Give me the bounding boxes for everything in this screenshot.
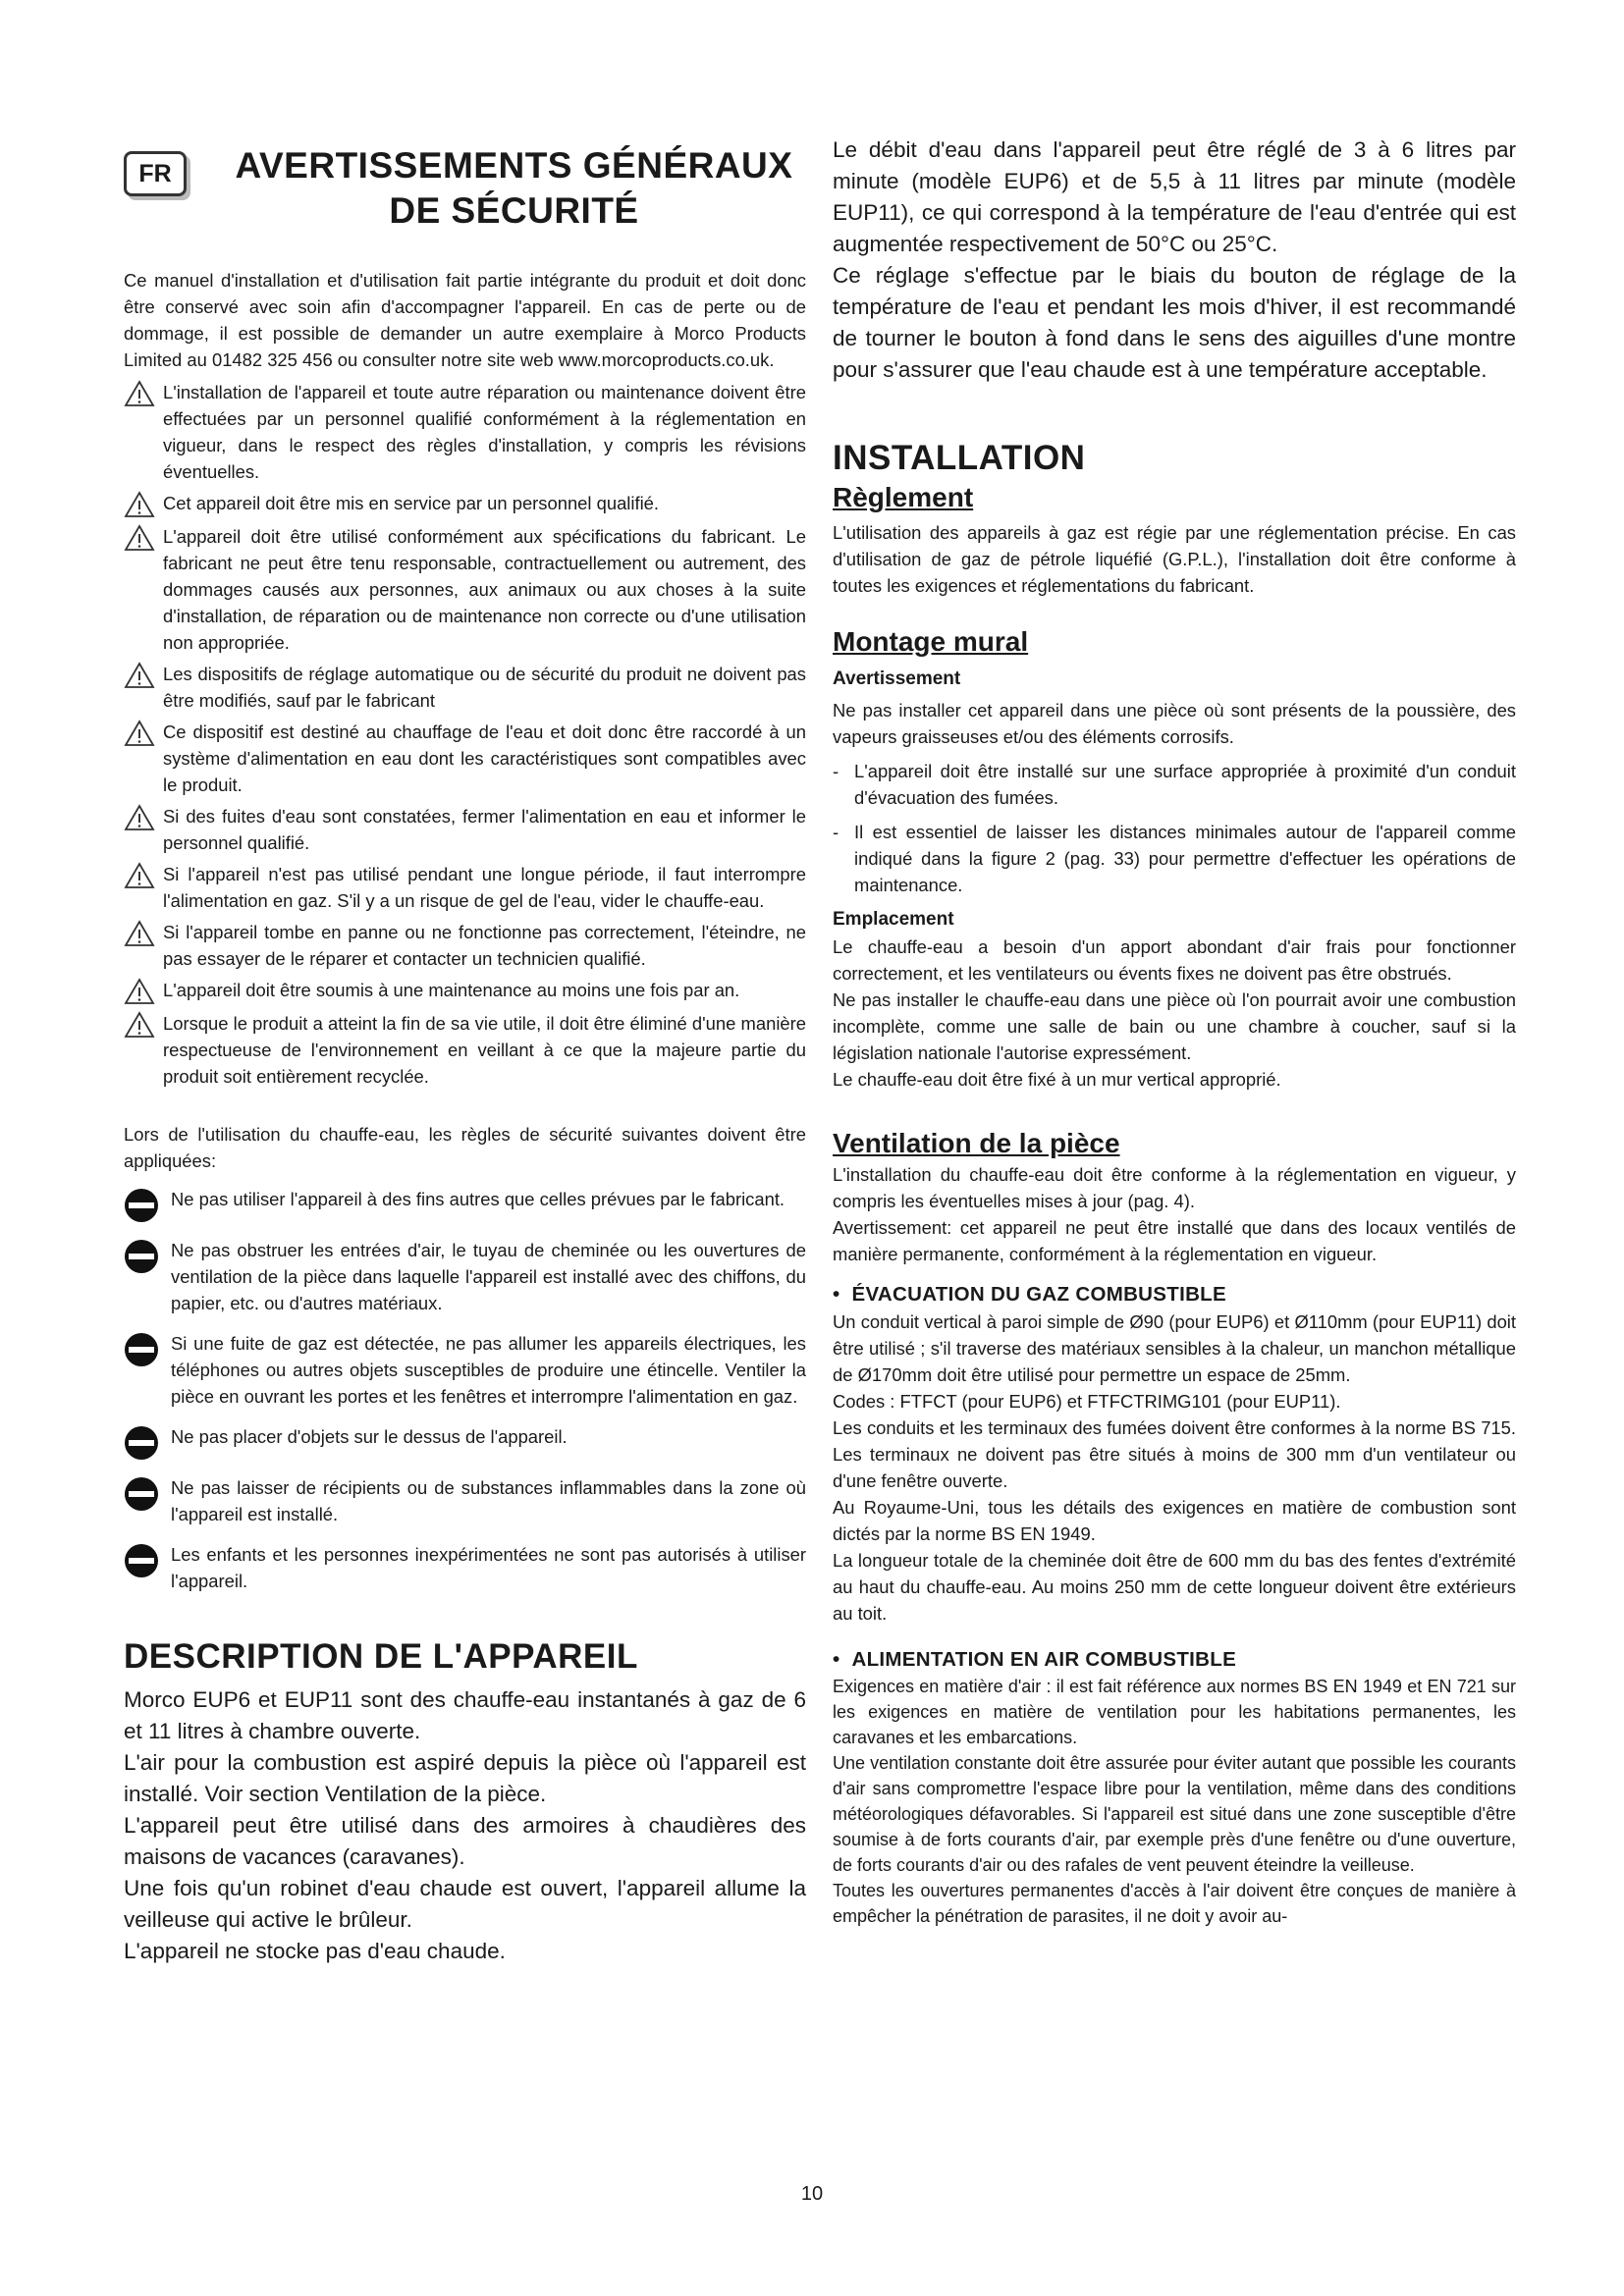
placement-paragraph: Ne pas installer le chauffe-eau dans une pièce où l'on pourrait avoir une combustion incomplète, comme une salle de bain ou une chambre à coucher, sauf si la législation nationale l'autorise expressément. [833, 989, 1516, 1063]
warning-text: Si l'appareil tombe en panne ou ne fonctionne pas correctement, l'éteindre, ne pas essayer de le réparer et contacter un technicien qualifié. [163, 922, 806, 969]
warning-item [124, 919, 806, 972]
prohibition-item [124, 1237, 806, 1316]
placement-paragraph: Le chauffe-eau a besoin d'un apport abondant d'air frais pour fonctionner correctement, et les ventilateurs ou évents fixes ne doivent pas être obstrués. [833, 936, 1516, 984]
warning-text: Lorsque le produit a atteint la fin de sa vie utile, il doit être éliminé d'une manière respectueuse de l'environnement en veillant à ce que la majeure partie du produit soit entièrement recyclée. [163, 1013, 806, 1087]
placement-heading: Emplacement [833, 909, 954, 930]
warning-triangle-icon [124, 1011, 155, 1039]
safety-title-block [124, 143, 806, 245]
montage-warning-heading: Avertissement [833, 668, 961, 689]
warning-triangle-icon [124, 720, 155, 747]
warning-text: Si des fuites d'eau sont constatées, fermer l'alimentation en eau et informer le personnel qualifié. [163, 806, 806, 853]
description-paragraph: Une fois qu'un robinet d'eau chaude est ouvert, l'appareil allume la veilleuse qui active le brûleur. [124, 1876, 806, 1932]
prohibition-item [124, 1330, 806, 1410]
warning-triangle-icon [124, 524, 155, 552]
description-paragraph: L'air pour la combustion est aspiré depuis la pièce où l'appareil est installé. Voir section Ventilation de la pièce. [124, 1750, 806, 1806]
warning-triangle-icon [124, 804, 155, 831]
warning-item [124, 379, 806, 485]
air-heading: • ALIMENTATION EN AIR COMBUSTIBLE [833, 1648, 1237, 1671]
air-paragraph: Exigences en matière d'air : il est fait référence aux normes BS EN 1949 et EN 721 sur les exigences en matière de ventilation pour les habitations permanentes, les caravanes et les embarcations. [833, 1677, 1516, 1747]
description-continued: Le débit d'eau dans l'appareil peut être réglé de 3 à 6 litres par minute (modèle EUP6) et de 5,5 à 11 litres par minute (modèle EUP11), ce qui correspond à la température de l'eau d'entrée qui est augmentée respectivement de 50°C ou 25°C. [833, 137, 1516, 256]
description-paragraph: L'appareil ne stocke pas d'eau chaude. [124, 1939, 506, 1963]
evacuation-paragraph: Les conduits et les terminaux des fumées doivent être conformes à la norme BS 715. Les terminaux ne doivent pas être situés à moins de 300 mm d'un ventilateur ou d'une fenêtre ouverte. [833, 1417, 1516, 1491]
ventilation-paragraph: L'installation du chauffe-eau doit être conforme à la réglementation en vigueur, y compris les éventuelles mises à jour (pag. 4). [833, 1164, 1516, 1211]
prohibition-item [124, 1186, 806, 1223]
prohibition-text: Les enfants et les personnes inexpérimentées ne sont pas autorisés à utiliser l'appareil. [171, 1544, 806, 1591]
safety-title-line-1: AVERTISSEMENTS GÉNÉRAUX [235, 145, 793, 186]
warning-item [124, 1010, 806, 1090]
ventilation-heading: Ventilation de la pièce [833, 1128, 1120, 1158]
right-column [833, 134, 1516, 1929]
warning-text: L'appareil doit être soumis à une maintenance au moins une fois par an. [163, 980, 740, 1000]
warning-text: L'installation de l'appareil et toute autre réparation ou maintenance doivent être effectuées par un personnel qualifié conformément à la réglementation en vigueur, dans le respect des règles d'installation, y compris les révisions éventuelles. [163, 382, 806, 482]
rules-intro: Lors de l'utilisation du chauffe-eau, les règles de sécurité suivantes doivent être appliquées: [124, 1124, 806, 1171]
prohibition-text: Si une fuite de gaz est détectée, ne pas allumer les appareils électriques, les téléphones ou autres objets susceptibles de produire une étincelle. Ventiler la pièce en ouvrant les portes et les fenêtres et interrompre l'alimentation en gaz. [171, 1333, 806, 1407]
no-entry-icon [124, 1425, 159, 1461]
ventilation-paragraph: Avertissement: cet appareil ne peut être installé que dans des locaux ventilés de manière permanente, conformément à la réglementation en vigueur. [833, 1217, 1516, 1264]
warning-item [124, 523, 806, 656]
warning-triangle-icon [124, 862, 155, 889]
placement-paragraph: Le chauffe-eau doit être fixé à un mur vertical approprié. [833, 1069, 1281, 1090]
warning-item [124, 803, 806, 856]
prohibition-item [124, 1541, 806, 1594]
page-number: 10 [800, 2183, 824, 2205]
warning-item [124, 490, 806, 518]
warning-item [124, 977, 806, 1005]
no-entry-icon [124, 1543, 159, 1578]
safety-intro: Ce manuel d'installation et d'utilisation fait partie intégrante du produit et doit donc être conservé avec soin afin d'accompagner l'appareil. En cas de perte ou de dommage, il est possible de demander un autre exemplaire à Morco Products Limited au 01482 325 456 ou consulter notre site web www.morcoproducts.co.uk. [124, 270, 806, 370]
warning-triangle-icon [124, 380, 155, 407]
warning-text: L'appareil doit être utilisé conformément aux spécifications du fabricant. Le fabricant ne peut être tenu responsable, contractuellement ou autrement, des dommages causés aux personnes, aux animaux ou aux choses à la suite d'installation, de réparation ou de maintenance non correcte ou d'une utilisation non appropriée. [163, 526, 806, 653]
air-heading-text: ALIMENTATION EN AIR COMBUSTIBLE [851, 1648, 1237, 1671]
montage-heading: Montage mural [833, 626, 1029, 657]
air-paragraph: Une ventilation constante doit être assurée pour éviter autant que possible les courants d'air sans compromettre l'espace libre pour la ventilation, même dans des conditions météorologiques défavorables. Si l'appareil est situé dans une zone susceptible d'être soumise à de forts courants d'air, par exemple près d'une fenêtre ou d'une ouverture, de forts courants d'air ou des rafales de vent peuvent éteindre la veilleuse. [833, 1753, 1516, 1875]
reglement-heading: Règlement [833, 482, 974, 512]
installation-title: INSTALLATION [833, 439, 1086, 477]
warning-triangle-icon [124, 978, 155, 1005]
warning-list [124, 379, 806, 1090]
evacuation-paragraph: Codes : FTFCT (pour EUP6) et FTFCTRIMG101 (pour EUP11). [833, 1391, 1341, 1412]
prohibition-list [124, 1186, 806, 1594]
evacuation-paragraph: La longueur totale de la cheminée doit être de 600 mm du bas des fentes d'extrémité au haut du chauffe-eau. Au moins 250 mm de cette longueur doivent être extérieurs au toit. [833, 1550, 1516, 1624]
prohibition-text: Ne pas obstruer les entrées d'air, le tuyau de cheminée ou les ouvertures de ventilation de la pièce dans laquelle l'appareil est installé avec des chiffons, du papier, etc. ou d'autres matériaux. [171, 1240, 806, 1313]
safety-title-line-2: DE SÉCURITÉ [389, 190, 639, 231]
description-title: DESCRIPTION DE L'APPAREIL [124, 1637, 638, 1676]
description-paragraph: Morco EUP6 et EUP11 sont des chauffe-eau instantanés à gaz de 6 et 11 litres à chambre ouverte. [124, 1687, 806, 1743]
no-entry-icon [124, 1332, 159, 1367]
left-column [124, 143, 806, 1967]
montage-list-item: - Il est essentiel de laisser les distances minimales autour de l'appareil comme indiqué dans la figure 2 (pag. 33) pour permettre d'effectuer les opérations de maintenance. [833, 819, 1516, 898]
no-entry-icon [124, 1476, 159, 1512]
warning-text: Si l'appareil n'est pas utilisé pendant une longue période, il faut interrompre l'alimentation en gaz. S'il y a un risque de gel de l'eau, vider le chauffe-eau. [163, 864, 806, 911]
evacuation-heading: • ÉVACUATION DU GAZ COMBUSTIBLE [833, 1283, 1226, 1306]
evacuation-heading-text: ÉVACUATION DU GAZ COMBUSTIBLE [851, 1283, 1226, 1306]
montage-list-item: - L'appareil doit être installé sur une surface appropriée à proximité d'un conduit d'évacuation des fumées. [833, 758, 1516, 811]
no-entry-icon [124, 1188, 159, 1223]
evacuation-paragraph: Un conduit vertical à paroi simple de Ø90 (pour EUP6) et Ø110mm (pour EUP11) doit être utilisé ; s'il traverse des matériaux sensibles à la chaleur, un manchon métallique de Ø170mm doit être utilisé pour permettre un espace de 25mm. [833, 1311, 1516, 1385]
warning-triangle-icon [124, 920, 155, 947]
warning-item [124, 861, 806, 914]
warning-triangle-icon [124, 491, 155, 518]
prohibition-item [124, 1474, 806, 1527]
prohibition-text: Ne pas laisser de récipients ou de substances inflammables dans la zone où l'appareil est installé. [171, 1477, 806, 1524]
warning-item [124, 661, 806, 714]
montage-warning-text: Ne pas installer cet appareil dans une pièce où sont présents de la poussière, des vapeurs graisseuses et/ou des éléments corrosifs. [833, 700, 1516, 747]
evacuation-paragraph: Au Royaume-Uni, tous les détails des exigences en matière de combustion sont dictés par la norme BS EN 1949. [833, 1497, 1516, 1544]
warning-text: Cet appareil doit être mis en service par un personnel qualifié. [163, 493, 659, 513]
description-paragraph: L'appareil peut être utilisé dans des armoires à chaudières des maisons de vacances (caravanes). [124, 1813, 806, 1869]
montage-list-text: L'appareil doit être installé sur une surface appropriée à proximité d'un conduit d'évacuation des fumées. [854, 761, 1516, 808]
description-continued: Ce réglage s'effectue par le biais du bouton de réglage de la température de l'eau et pendant les mois d'hiver, il est recommandé de tourner le bouton à fond dans le sens des aiguilles d'une montre pour s'assurer que l'eau chaude est à une température acceptable. [833, 263, 1516, 382]
reglement-text: L'utilisation des appareils à gaz est régie par une réglementation précise. En cas d'utilisation de gaz de pétrole liquéfié (G.P.L.), l'installation doit être conforme à toutes les exigences et réglementations du fabricant. [833, 522, 1516, 596]
prohibition-text: Ne pas utiliser l'appareil à des fins autres que celles prévues par le fabricant. [171, 1189, 785, 1209]
warning-text: Les dispositifs de réglage automatique ou de sécurité du produit ne doivent pas être modifiés, sauf par le fabricant [163, 664, 806, 711]
no-entry-icon [124, 1239, 159, 1274]
prohibition-text: Ne pas placer d'objets sur le dessus de l'appareil. [171, 1426, 568, 1447]
language-badge: FR [124, 151, 187, 196]
warning-item [124, 719, 806, 798]
prohibition-item [124, 1423, 806, 1461]
air-paragraph: Toutes les ouvertures permanentes d'accès à l'air doivent être conçues de manière à empêcher la pénétration de parasites, il ne doit y avoir au- [833, 1881, 1516, 1926]
warning-text: Ce dispositif est destiné au chauffage de l'eau et doit donc être raccordé à un système d'alimentation en eau dont les caractéristiques sont compatibles avec le produit. [163, 721, 806, 795]
warning-triangle-icon [124, 662, 155, 689]
montage-list-text: Il est essentiel de laisser les distances minimales autour de l'appareil comme indiqué dans la figure 2 (pag. 33) pour permettre d'effectuer les opérations de maintenance. [854, 822, 1516, 895]
